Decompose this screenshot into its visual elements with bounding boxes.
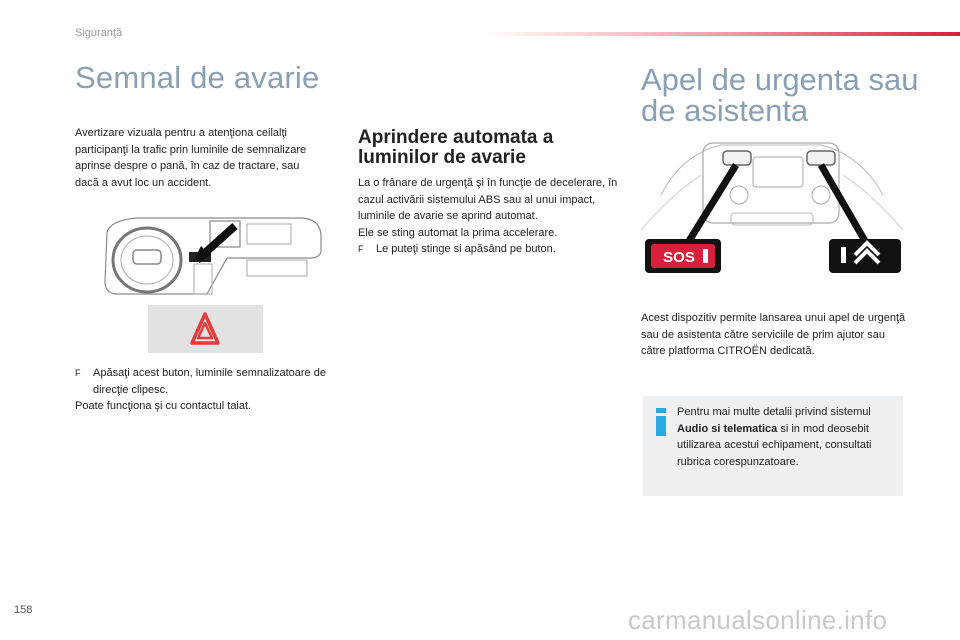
sos-console-illustration [641,135,903,300]
info-text-bold: Audio si telematica [677,422,778,435]
auto-hazard-para2: Ele se sting automat la prima accelerare. [358,226,558,239]
page-number: 158 [14,604,33,616]
section-label: Siguranţă [75,27,123,39]
info-icon [653,408,669,436]
page-title-hazard: Semnal de avarie [75,60,320,95]
bullet-marker: F [75,368,81,378]
bullet-text: Apăsaţi acest buton, luminile semnalizatoare de direcţie clipesc. [93,367,326,396]
auto-hazard-section [358,128,623,258]
bullet-marker: F [358,244,364,254]
page-title-emergency-call: Apel de urgenta sau de asistenta [641,62,919,128]
hazard-button-panel [148,305,263,353]
dashboard-illustration [97,212,325,297]
emergency-call-description: Acest dispozitiv permite lansarea unui apel de urgenţă sau de asistenta către serviciile de prim ajutor sau către platforma CITROËN dedicată. [641,312,906,357]
info-text-post: si in mod deosebit utilizarea acestui echipament, consultati rubrica corespunzatoare. [677,422,872,468]
header-rule [480,32,960,36]
info-text-pre: Pentru mai multe detalii privind sistemul [677,406,871,418]
hazard-instructions [75,365,345,415]
info-box [643,396,903,496]
hazard-note: Poate funcţiona şi cu contactul taiat. [75,400,252,412]
bullet-item [75,365,345,398]
hazard-intro: Avertizare vizuala pentru a atenţiona ceilalţi participanţi la trafic prin luminile de semnalizare aprinse despre o pană, în caz de tractare, sau dacă a avut loc un accident. [75,127,307,189]
bullet-text: Le puteţi stinge si apăsând pe buton. [376,243,556,255]
bullet-item [358,241,623,258]
auto-hazard-para1: La o frânare de urgenţă şi în funcţie de decelerare, în cazul activării sistemului ABS sau al unui impact, luminile de avarie se aprind automat. [358,177,618,222]
info-text [677,404,899,470]
section-heading-auto-hazard: Aprindere automata a luminilor de avarie [358,127,554,168]
sos-button-label: SOS [663,249,695,266]
watermark: carmanualsonline.info [628,605,888,635]
